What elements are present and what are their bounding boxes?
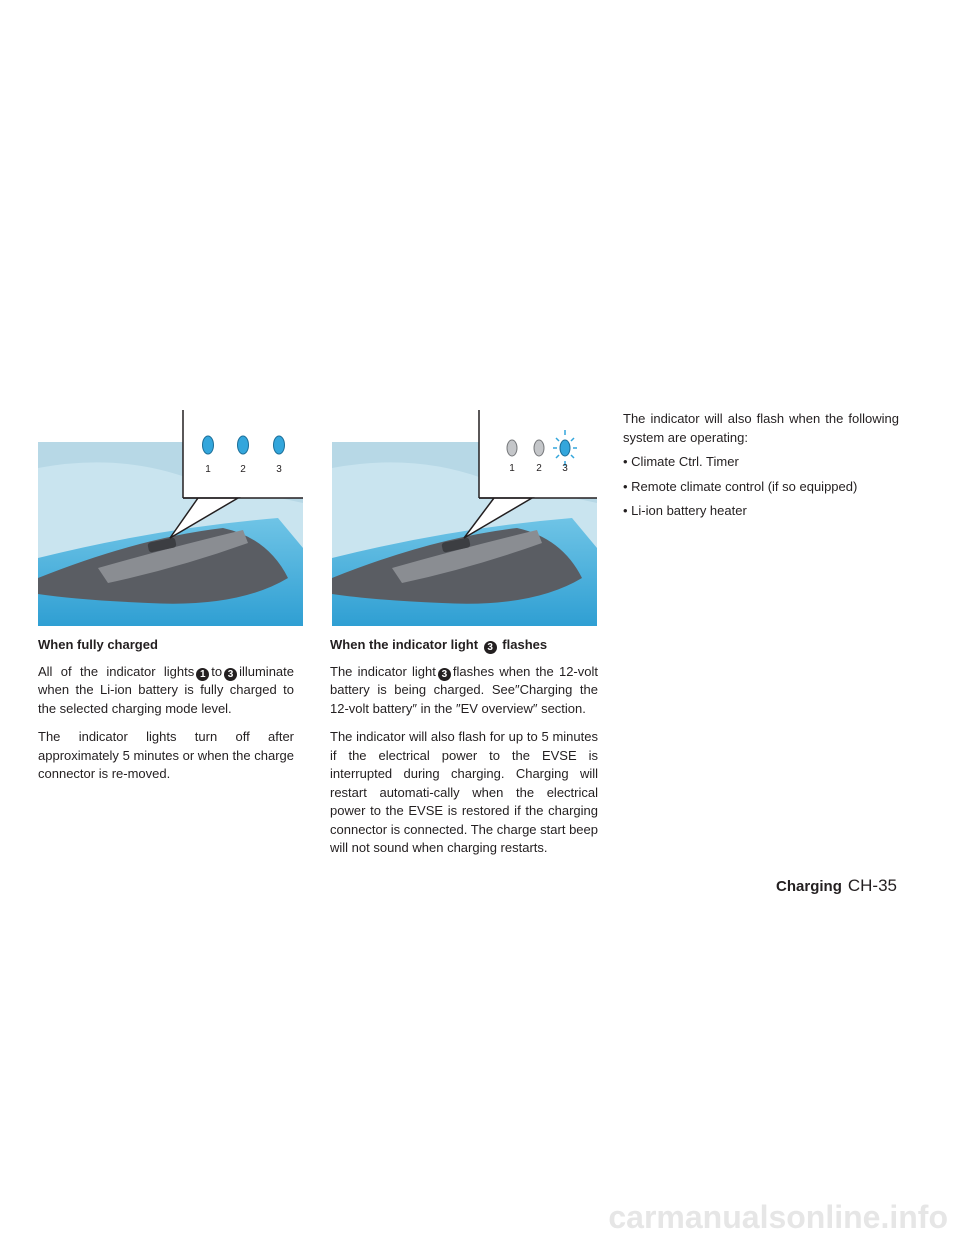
- paragraph-indicator-lights: [38, 663, 294, 719]
- page-footer: [776, 876, 897, 896]
- callout-number-1: 1: [196, 668, 209, 681]
- light-label-3: 3: [276, 464, 282, 475]
- heading-fully-charged: When fully charged: [38, 637, 158, 652]
- text-span: illuminate when the Li-ion battery is fully charged to the selected charging mode level.: [38, 663, 294, 716]
- light-label-2: 2: [240, 464, 246, 475]
- indicator-figure-flashing: [332, 408, 597, 626]
- text-span: flashes when the 12-volt battery is being charged. See″Charging the 12-volt battery″ in the ″EV overview″ section.: [330, 663, 598, 716]
- text-span: When the indicator light: [330, 637, 479, 652]
- page-number: CH-35: [847, 876, 897, 895]
- indicator-figure-fully-charged: [38, 408, 303, 626]
- callout-number-3: 3: [224, 668, 237, 681]
- list-item: • Climate Ctrl. Timer: [623, 454, 739, 469]
- text-span: flashes: [502, 637, 548, 652]
- paragraph-12v-charging: [330, 663, 598, 719]
- list-item: • Remote climate control (if so equipped): [623, 478, 858, 494]
- column-indicator-flashes: [330, 636, 598, 868]
- column-fully-charged: [38, 636, 294, 794]
- light-label-1: 1: [205, 464, 211, 475]
- light-label-2: 2: [536, 463, 542, 474]
- section-name: Charging: [776, 878, 842, 895]
- heading-indicator-flashes: [330, 636, 598, 655]
- watermark-text: carmanualsonline.info: [608, 1199, 948, 1235]
- column-other-systems: [623, 410, 899, 527]
- watermark: [0, 1194, 960, 1242]
- text-span: All of the indicator lights: [38, 663, 195, 679]
- callout-number-3: 3: [438, 668, 451, 681]
- text-span: The indicator light: [330, 663, 436, 679]
- paragraph-lights-off: The indicator lights turn off after approximately 5 minutes or when the charge connector is re-moved.: [38, 729, 294, 781]
- light-label-1: 1: [509, 463, 515, 474]
- text-span: to: [211, 663, 223, 679]
- callout-number-3: 3: [484, 641, 497, 654]
- list-item: • Li-ion battery heater: [623, 503, 747, 518]
- light-label-3: 3: [562, 463, 568, 474]
- paragraph-also-flash: The indicator will also flash when the following system are operating:: [623, 411, 899, 445]
- paragraph-evse-interrupted: The indicator will also flash for up to 5 minutes if the electrical power to the EVSE is interrupted during charging. Charging will restart automati-cally when the electrical power to the EVSE is restored if the charging connector is connected. The charge start beep will not sound when charging restarts.: [330, 729, 598, 855]
